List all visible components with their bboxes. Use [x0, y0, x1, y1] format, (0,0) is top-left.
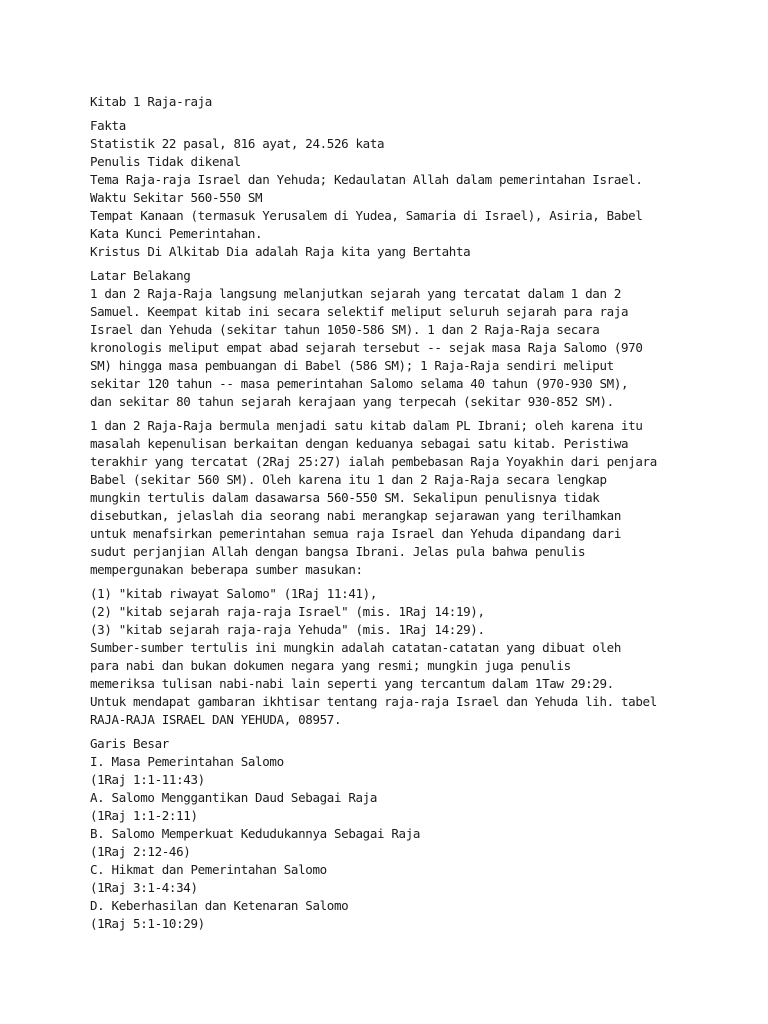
- outline-item: B. Salomo Memperkuat Kedudukannya Sebagai Raja: [90, 826, 421, 841]
- outline-item: C. Hikmat dan Pemerintahan Salomo: [90, 862, 327, 877]
- paragraph-line: dan sekitar 80 tahun sejarah kerajaan yang terpecah (sekitar 930-852 SM).: [90, 394, 614, 409]
- paragraph: [90, 417, 750, 579]
- outline-reference: (1Raj 1:1-2:11): [90, 808, 198, 823]
- paragraph-line: untuk menafsirkan pemerintahan semua raja Israel dan Yehuda dipandang dari: [90, 526, 621, 541]
- paragraph-line: SM) hingga masa pembuangan di Babel (586 SM); 1 Raja-Raja sendiri meliput: [90, 358, 614, 373]
- outline-reference: (1Raj 5:1-10:29): [90, 916, 205, 931]
- source-item: (3) "kitab sejarah raja-raja Yehuda" (mis. 1Raj 14:29).: [90, 622, 485, 637]
- paragraph-line: 1 dan 2 Raja-Raja bermula menjadi satu kitab dalam PL Ibrani; oleh karena itu: [90, 418, 643, 433]
- paragraph-line: Samuel. Keempat kitab ini secara selektif meliput seluruh sejarah para raja: [90, 304, 629, 319]
- paragraph-line: Babel (sekitar 560 SM). Oleh karena itu 1 dan 2 Raja-Raja secara lengkap: [90, 472, 607, 487]
- garis-besar-section: [90, 735, 750, 933]
- garis-besar-heading: Garis Besar: [90, 736, 169, 751]
- fakta-line: Tema Raja-raja Israel dan Yehuda; Kedaulatan Allah dalam pemerintahan Israel.: [90, 172, 643, 187]
- source-item: (1) "kitab riwayat Salomo" (1Raj 11:41),: [90, 586, 378, 601]
- outline-item: I. Masa Pemerintahan Salomo: [90, 754, 284, 769]
- paragraph: [90, 285, 750, 411]
- paragraph-line: Untuk mendapat gambaran ikhtisar tentang raja-raja Israel dan Yehuda lih. tabel: [90, 694, 657, 709]
- paragraph-line: memeriksa tulisan nabi-nabi lain seperti yang tercantum dalam 1Taw 29:29.: [90, 676, 614, 691]
- fakta-section: [90, 117, 750, 261]
- latar-belakang-section: [90, 267, 750, 729]
- document-title: Kitab 1 Raja-raja: [90, 94, 212, 109]
- outline-item: A. Salomo Menggantikan Daud Sebagai Raja: [90, 790, 378, 805]
- fakta-line: Waktu Sekitar 560-550 SM: [90, 190, 263, 205]
- paragraph-line: sudut perjanjian Allah dengan bangsa Ibrani. Jelas pula bahwa penulis: [90, 544, 586, 559]
- paragraph-line: Israel dan Yehuda (sekitar tahun 1050-586 SM). 1 dan 2 Raja-Raja secara: [90, 322, 600, 337]
- paragraph-line: kronologis meliput empat abad sejarah tersebut -- sejak masa Raja Salomo (970: [90, 340, 643, 355]
- paragraph-line: para nabi dan bukan dokumen negara yang resmi; mungkin juga penulis: [90, 658, 571, 673]
- outline-reference: (1Raj 1:1-11:43): [90, 772, 205, 787]
- paragraph-line: mungkin tertulis dalam dasawarsa 560-550 SM. Sekalipun penulisnya tidak: [90, 490, 600, 505]
- paragraph-line: 1 dan 2 Raja-Raja langsung melanjutkan sejarah yang tercatat dalam 1 dan 2: [90, 286, 621, 301]
- paragraph-line: sekitar 120 tahun -- masa pemerintahan Salomo selama 40 tahun (970-930 SM),: [90, 376, 629, 391]
- paragraph-line: terakhir yang tercatat (2Raj 25:27) ialah pembebasan Raja Yoyakhin dari penjara: [90, 454, 657, 469]
- outline-reference: (1Raj 2:12-46): [90, 844, 191, 859]
- source-item: (2) "kitab sejarah raja-raja Israel" (mis. 1Raj 14:19),: [90, 604, 485, 619]
- fakta-line: Penulis Tidak dikenal: [90, 154, 241, 169]
- paragraph-line: mempergunakan beberapa sumber masukan:: [90, 562, 363, 577]
- paragraph-line: disebutkan, jelaslah dia seorang nabi merangkap sejarawan yang terilhamkan: [90, 508, 621, 523]
- fakta-line: Tempat Kanaan (termasuk Yerusalem di Yudea, Samaria di Israel), Asiria, Babel: [90, 208, 643, 223]
- paragraph: [90, 585, 750, 729]
- outline-reference: (1Raj 3:1-4:34): [90, 880, 198, 895]
- fakta-heading: Fakta: [90, 118, 126, 133]
- paragraph-line: masalah kepenulisan berkaitan dengan keduanya sebagai satu kitab. Peristiwa: [90, 436, 629, 451]
- paragraph-line: Sumber-sumber tertulis ini mungkin adalah catatan-catatan yang dibuat oleh: [90, 640, 621, 655]
- outline-item: D. Keberhasilan dan Ketenaran Salomo: [90, 898, 349, 913]
- fakta-line: Kata Kunci Pemerintahan.: [90, 226, 263, 241]
- fakta-line: Statistik 22 pasal, 816 ayat, 24.526 kata: [90, 136, 385, 151]
- latar-belakang-heading: Latar Belakang: [90, 268, 191, 283]
- document-page: [90, 93, 750, 933]
- paragraph-line: RAJA-RAJA ISRAEL DAN YEHUDA, 08957.: [90, 712, 342, 727]
- fakta-line: Kristus Di Alkitab Dia adalah Raja kita yang Bertahta: [90, 244, 471, 259]
